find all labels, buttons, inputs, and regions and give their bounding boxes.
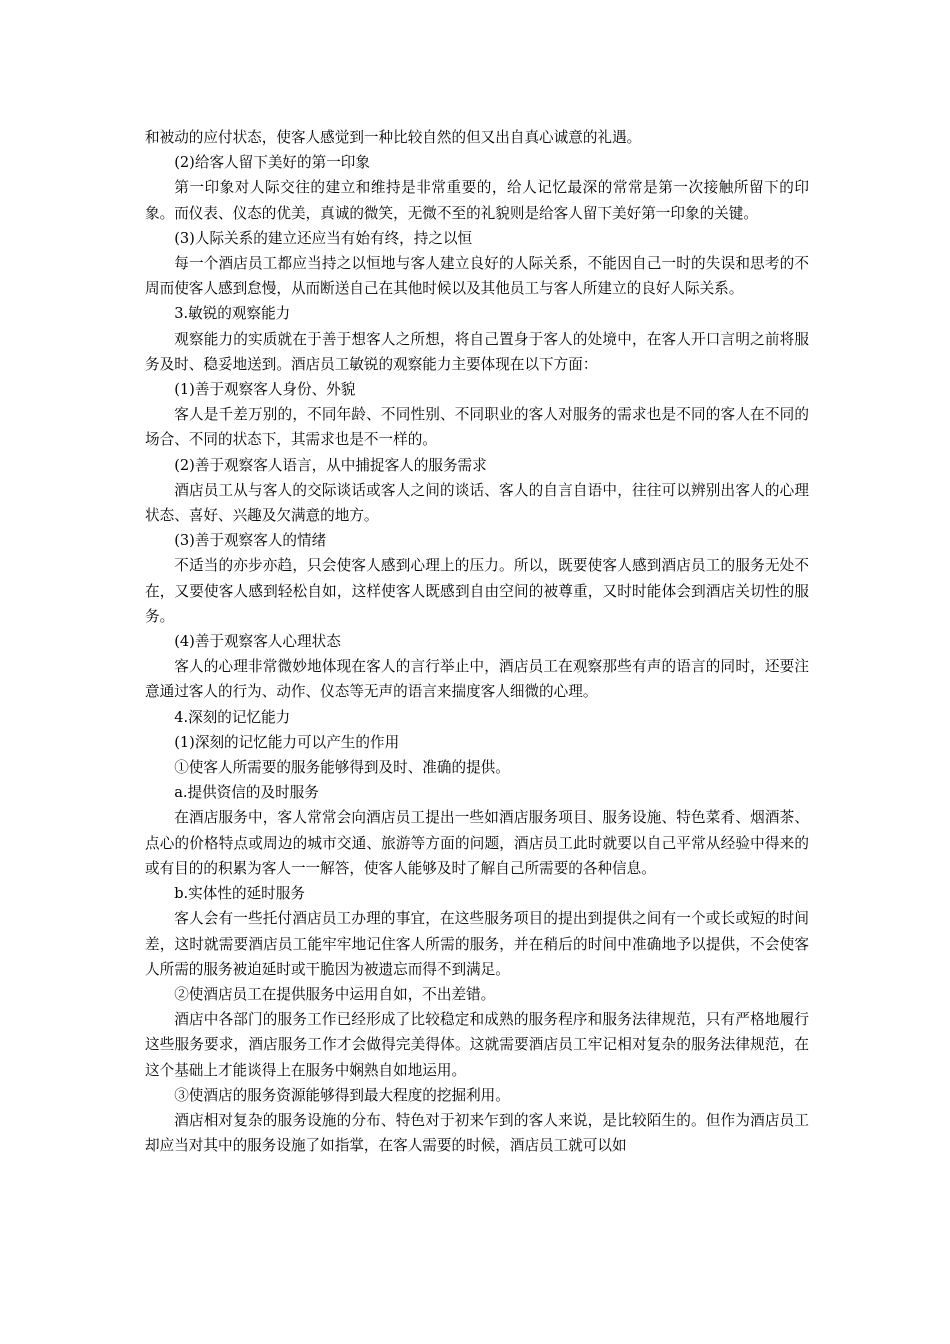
paragraph-relationship-persistence: 每一个酒店员工都应当持之以恒地与客人建立良好的人际关系，不能因自己一时的失误和思考的不周而使客人感到怠慢，从而断送自己在其他时候以及其他员工与客人所建立的良好人际关系。 bbox=[145, 255, 809, 298]
item-timely-service: ①使客人所需要的服务能够得到及时、准确的提供。 bbox=[174, 759, 510, 777]
item-no-errors: ②使酒店员工在提供服务中运用自如，不出差错。 bbox=[174, 985, 496, 1003]
item-information-service: a.提供资信的及时服务 bbox=[174, 784, 319, 802]
paragraph-observe-identity: 客人是千差万别的，不同年龄、不同性别、不同职业的客人对服务的需求也是不同的客人在不同的场合、不同的状态下，其需求也是不一样的。 bbox=[145, 406, 809, 449]
subheading-first-impression: (2)给客人留下美好的第一印象 bbox=[174, 154, 370, 172]
paragraph-observe-psychology: 客人的心理非常微妙地体现在客人的言行举止中，酒店员工在观察那些有声的语言的同时，还要注意通过客人的行为、动作、仪态等无声的语言来揣度客人细微的心理。 bbox=[145, 658, 809, 701]
paragraph-information-service: 在酒店服务中，客人常常会向酒店员工提出一些如酒店服务项目、服务设施、特色菜肴、烟酒茶、点心的价格特点或周边的城市交通、旅游等方面的问题，酒店员工此时就要以自己平常从经验中得来的或有目的的积累为客人一一解答，使客人能够及时了解自己所需要的各种信息。 bbox=[145, 809, 809, 877]
paragraph-continuation: 和被动的应付状态，使客人感觉到一种比较自然的但又出自真心诚意的礼遇。 bbox=[145, 129, 642, 146]
paragraph-no-errors: 酒店中各部门的服务工作已经形成了比较稳定和成熟的服务程序和服务法律规范，只有严格地履行这些服务要求，酒店服务工作才会做得完美得体。这就需要酒店员工牢记相对复杂的服务法律规范，在这个基础上才能谈得上在服务中娴熟自如地运用。 bbox=[145, 1011, 809, 1079]
subheading-observe-emotion: (3)善于观察客人的情绪 bbox=[174, 532, 327, 550]
section-heading-memory: 4.深刻的记忆能力 bbox=[174, 708, 291, 726]
section-heading-observation: 3.敏锐的观察能力 bbox=[174, 305, 291, 323]
document-page bbox=[145, 125, 809, 1158]
subheading-observe-psychology: (4)善于观察客人心理状态 bbox=[174, 633, 341, 651]
subheading-observe-identity: (1)善于观察客人身份、外貌 bbox=[174, 381, 356, 399]
paragraph-observe-language: 酒店员工从与客人的交际谈话或客人之间的谈话、客人的自言自语中，往往可以辨别出客人的心理状态、喜好、兴趣及欠满意的地方。 bbox=[145, 481, 809, 525]
paragraph-delayed-service: 客人会有一些托付酒店员工办理的事宜，在这些服务项目的提出到提供之间有一个或长或短的时间差，这时就需要酒店员工能牢牢地记住客人所需的服务，并在稍后的时间中准确地予以提供，不会使客人所需的服务被迫延时或干脆因为被遗忘而得不到满足。 bbox=[145, 910, 809, 978]
paragraph-resource-use: 酒店相对复杂的服务设施的分布、特色对于初来乍到的客人来说，是比较陌生的。但作为酒店员工却应当对其中的服务设施了如指掌，在客人需要的时候，酒店员工就可以如 bbox=[145, 1111, 809, 1155]
item-resource-use: ③使酒店的服务资源能够得到最大程度的挖掘利用。 bbox=[174, 1086, 510, 1104]
paragraph-observe-emotion: 不适当的亦步亦趋，只会使客人感到心理上的压力。所以，既要使客人感到酒店员工的服务无处不在，又要使客人感到轻松自如，这样使客人既感到自由空间的被尊重，又时时能体会到酒店关切性的服务。 bbox=[145, 557, 809, 625]
subheading-memory-effects: (1)深刻的记忆能力可以产生的作用 bbox=[174, 733, 400, 751]
subheading-relationship-persistence: (3)人际关系的建立还应当有始有终，持之以恒 bbox=[174, 229, 473, 247]
paragraph-first-impression: 第一印象对人际交往的建立和维持是非常重要的，给人记忆最深的常常是第一次接触所留下的印象。而仪表、仪态的优美，真诚的微笑，无微不至的礼貌则是给客人留下美好第一印象的关键。 bbox=[145, 179, 809, 222]
subheading-observe-language: (2)善于观察客人语言，从中捕捉客人的服务需求 bbox=[174, 456, 487, 474]
item-delayed-service: b.实体性的延时服务 bbox=[174, 885, 305, 903]
paragraph-observation-intro: 观察能力的实质就在于善于想客人之所想，将自己置身于客人的处境中，在客人开口言明之前将服务及时、稳妥地送到。酒店员工敏锐的观察能力主要体现在以下方面： bbox=[145, 330, 809, 373]
